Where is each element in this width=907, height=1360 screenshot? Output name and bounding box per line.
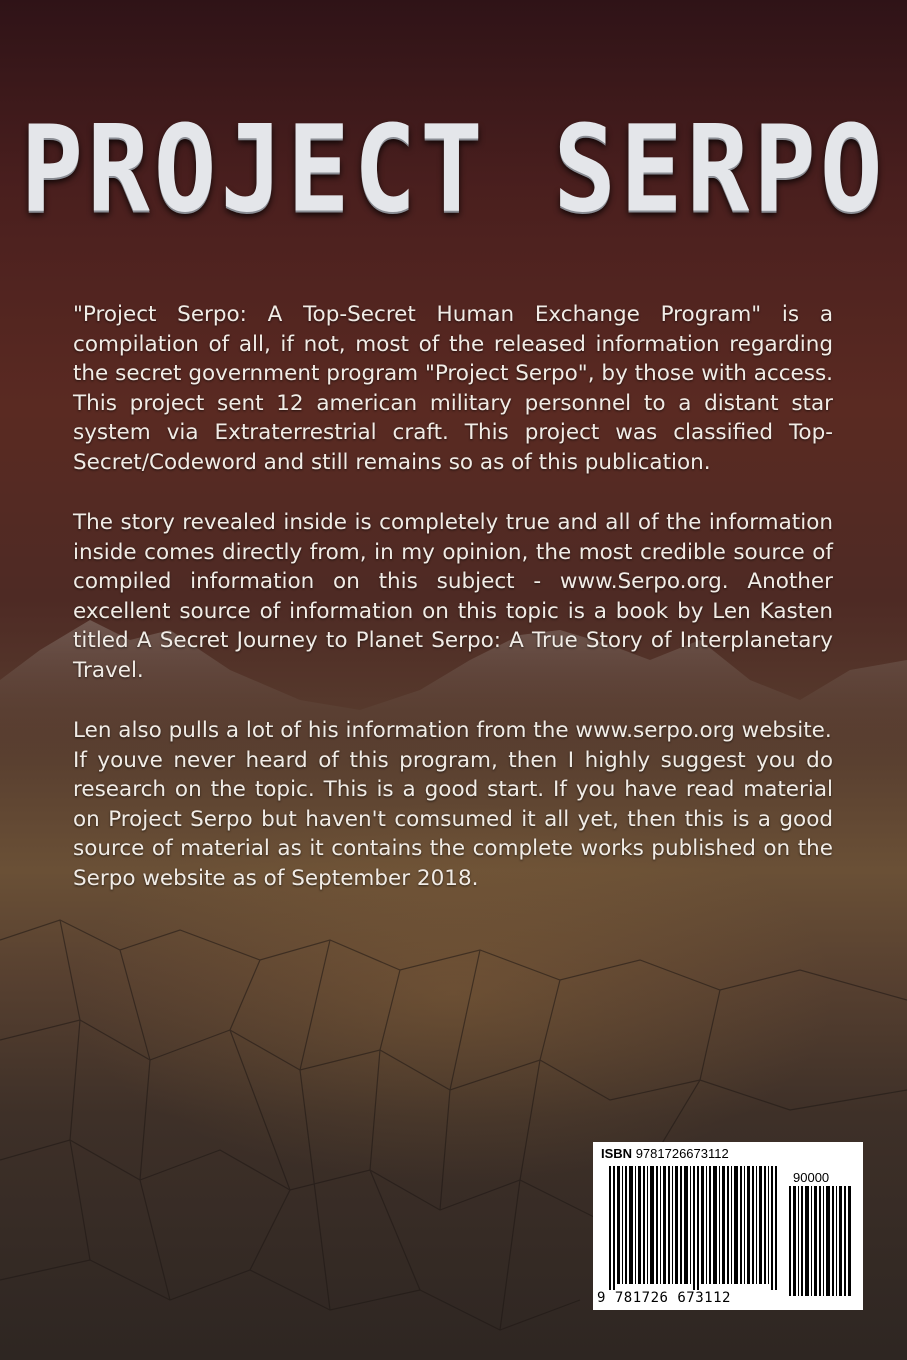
cover-title: PROJECT SERPO <box>20 98 887 240</box>
isbn-barcode <box>593 1142 863 1310</box>
blurb-text <box>73 300 833 893</box>
blurb-paragraph-4: If youve never heard of this program, then I highly suggest you do research on the topic. This is a good start. If you have read material on Project Serpo but haven't comsumed it all yet, then this is a good source of material as it contains the complete works published on the Serpo website as of September 2018. <box>73 747 833 891</box>
ean-digits: 9 781726 673112 <box>597 1290 731 1306</box>
price-code: 90000 <box>793 1170 830 1185</box>
blurb-paragraph-1: "Project Serpo: A Top-Secret Human Exchange Program" is a compilation of all, if not, most of the released information regarding the secret government program "Project Serpo", by those with access. This project sent 12 american military personnel to a distant star system via Extraterrestrial craft. This project was classified Top-Secret/Codeword and still remains so as of this publication. <box>73 302 833 475</box>
blurb-paragraph-3: Len also pulls a lot of his information from the www.serpo.org website. <box>73 718 832 743</box>
blurb-paragraph-2: The story revealed inside is completely true and all of the information inside comes directly from, in my opinion, the most credible source of compiled information on this subject - www.Serpo.org. Another excellent source of information on this topic is a book by Len Kasten titled A Secret Journey to Planet Serpo: A True Story of Interplanetary Travel. <box>73 510 833 683</box>
isbn-label-line <box>601 1146 729 1161</box>
price-addon-bars <box>789 1186 853 1296</box>
isbn-number: 9781726673112 <box>635 1146 729 1161</box>
isbn-label: ISBN <box>601 1146 633 1161</box>
ean-barcode-bars <box>609 1166 779 1290</box>
